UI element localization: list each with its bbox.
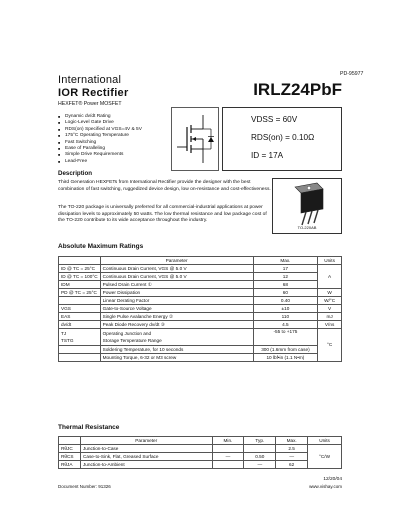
max-cell: 4.5 <box>253 321 318 329</box>
max-cell: — <box>276 453 308 461</box>
unit-cell: °C/W <box>308 445 342 469</box>
thermal-table <box>58 436 342 469</box>
symbol-cell: VGS <box>59 305 101 313</box>
table-row <box>59 453 342 461</box>
max-cell: 0.40 <box>253 297 318 305</box>
max-cell: 62 <box>276 461 308 469</box>
parameter-cell: Single Pulse Avalanche Energy ② <box>100 313 253 321</box>
table-header-cell: Min. <box>212 437 244 445</box>
feature-item: ■ Simple Drive Requirements <box>58 152 142 158</box>
symbol-cell: IDM <box>59 281 101 289</box>
feature-item: ■ RDS(on) Specified at VGS=4V & 5V <box>58 127 142 133</box>
brand-name: International <box>58 74 122 86</box>
parameter-cell: Junction-to-Ambient <box>80 461 212 469</box>
table-row <box>59 297 342 305</box>
document-number: Document Number: 91326 <box>58 484 111 489</box>
description-heading: Description <box>58 170 93 177</box>
spec-vdss: VDSS = 60V <box>251 115 298 124</box>
typ-cell: — <box>244 461 276 469</box>
ior-logo-text: IOR <box>58 87 79 99</box>
symbol-cell: RθJA <box>59 461 81 469</box>
date-code: 12/20/04 <box>323 477 342 482</box>
package-image <box>272 178 342 234</box>
table-row <box>59 445 342 453</box>
feature-item: ■ Lead-Free <box>58 159 142 165</box>
abs-max-table <box>58 256 342 362</box>
table-row <box>59 321 342 329</box>
table-header-cell: Parameter <box>100 257 253 265</box>
parameter-cell: Operating Junction and Storage Temperature Range <box>100 329 253 346</box>
description-paragraph: Third Generation HEXFETs from International Rectifier provide the designer with the best combination of fast switching, ruggedized device design, low on-resistance and cost-effectiveness. <box>58 180 271 192</box>
table-header-cell <box>59 257 101 265</box>
table-header-cell: Parameter <box>80 437 212 445</box>
mosfet-symbol-icon <box>171 107 219 171</box>
feature-item: ■ Fast Switching <box>58 140 142 146</box>
max-cell: 110 <box>253 313 318 321</box>
table-header-cell: Max. <box>276 437 308 445</box>
symbol-cell: TJ TSTG <box>59 329 101 346</box>
parameter-cell: Mounting Torque, 6-32 or M3 screw <box>100 354 253 362</box>
parameter-cell: Case-to-Sink, Flat, Greased Surface <box>80 453 212 461</box>
table-row <box>59 461 342 469</box>
to220-package-icon <box>273 179 343 227</box>
parameter-cell: Power Dissipation <box>100 289 253 297</box>
min-cell: — <box>212 453 244 461</box>
max-cell: ±10 <box>253 305 318 313</box>
table-header-cell: Max. <box>253 257 318 265</box>
table-header-cell: Units <box>318 257 342 265</box>
feature-item: ■ Dynamic dv/dt Rating <box>58 114 142 120</box>
table-row <box>59 346 342 354</box>
symbol-cell: EAS <box>59 313 101 321</box>
pd-number: PD-95977 <box>340 71 364 77</box>
max-cell: 2.5 <box>276 445 308 453</box>
parameter-cell: Peak Diode Recovery dv/dt ③ <box>100 321 253 329</box>
table-header-row <box>59 257 342 265</box>
symbol-cell: RθJC <box>59 445 81 453</box>
min-cell <box>212 445 244 453</box>
feature-item: ■ Ease of Paralleling <box>58 146 142 152</box>
table-row <box>59 313 342 321</box>
website-link[interactable]: www.vishay.com <box>309 484 342 489</box>
unit-cell: W/°C <box>318 297 342 305</box>
table-row <box>59 354 342 362</box>
max-cell: -55 to +175 <box>253 329 318 346</box>
parameter-cell: Continuous Drain Current, VGS @ 5.0 V <box>100 265 253 273</box>
unit-cell: °C <box>318 329 342 362</box>
spec-rds-on: RDS(on) = 0.10Ω <box>251 133 315 142</box>
max-cell: 68 <box>253 281 318 289</box>
table-header-cell <box>59 437 81 445</box>
table-header-row <box>59 437 342 445</box>
max-cell: 60 <box>253 289 318 297</box>
feature-item: ■ 175°C Operating Temperature <box>58 133 142 139</box>
parameter-cell: Linear Derating Factor <box>100 297 253 305</box>
typ-cell: 0.50 <box>244 453 276 461</box>
symbol-cell <box>59 297 101 305</box>
symbol-cell: PD @ TC = 25°C <box>59 289 101 297</box>
max-cell: 17 <box>253 265 318 273</box>
table-row <box>59 281 342 289</box>
feature-item: ■ Logic-Level Gate Drive <box>58 120 142 126</box>
table-row <box>59 273 342 281</box>
unit-cell: V <box>318 305 342 313</box>
symbol-cell <box>59 346 101 354</box>
symbol-cell: dv/dt <box>59 321 101 329</box>
table-header-cell: Typ. <box>244 437 276 445</box>
parameter-cell: Gate-to-Source Voltage <box>100 305 253 313</box>
package-label: TO-220AB <box>297 225 317 231</box>
feature-list <box>58 114 142 165</box>
table-row <box>59 265 342 273</box>
unit-cell: mJ <box>318 313 342 321</box>
parameter-cell: Pulsed Drain Current ① <box>100 281 253 289</box>
unit-cell: W <box>318 289 342 297</box>
part-number: IRLZ24PbF <box>253 80 342 99</box>
parameter-cell: Soldering Temperature, for 10 seconds <box>100 346 253 354</box>
abs-max-heading: Absolute Maximum Ratings <box>58 243 144 250</box>
unit-cell: V/ns <box>318 321 342 329</box>
parameter-cell: Junction-to-Case <box>80 445 212 453</box>
key-spec-box <box>222 107 342 171</box>
typ-cell <box>244 445 276 453</box>
table-row <box>59 305 342 313</box>
unit-cell: A <box>318 265 342 289</box>
spec-id: ID = 17A <box>251 151 284 160</box>
brand-logo <box>58 87 129 100</box>
min-cell <box>212 461 244 469</box>
max-cell: 300 (1.6mm from case) <box>253 346 318 354</box>
product-subtitle: HEXFET® Power MOSFET <box>58 101 122 107</box>
table-row <box>59 289 342 297</box>
max-cell: 10 lbf•in (1.1 N•m) <box>253 354 318 362</box>
symbol-cell: RθCS <box>59 453 81 461</box>
table-row <box>59 329 342 346</box>
symbol-cell: ID @ TC = 25°C <box>59 265 101 273</box>
parameter-cell: Continuous Drain Current, VGS @ 5.0 V <box>100 273 253 281</box>
thermal-heading: Thermal Resistance <box>58 424 120 431</box>
brand-rectifier: Rectifier <box>81 87 129 99</box>
symbol-cell: ID @ TC = 100°C <box>59 273 101 281</box>
max-cell: 12 <box>253 273 318 281</box>
description-paragraph: The TO-220 package is universally preferred for all commercial-industrial applications at power dissipation levels to approximately 50 watts. The low thermal resistance and low package cost of the TO-220 contribute to its wide acceptance throughout the industry. <box>58 205 267 224</box>
symbol-cell <box>59 354 101 362</box>
table-header-cell: Units <box>308 437 342 445</box>
